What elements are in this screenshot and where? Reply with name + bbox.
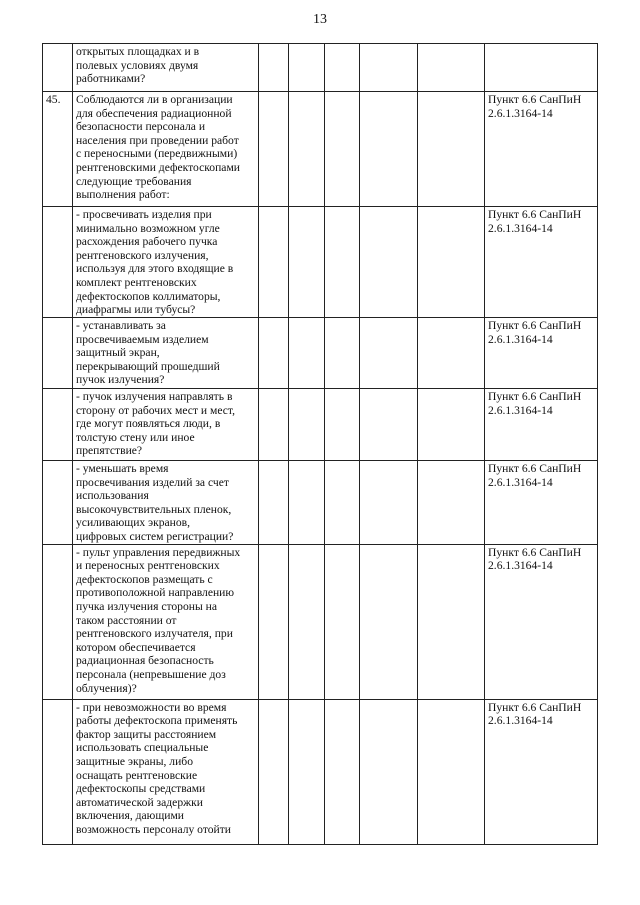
question-cell xyxy=(73,92,259,207)
question-cell xyxy=(73,44,259,92)
answer-cell[interactable] xyxy=(259,207,289,318)
question-cell xyxy=(73,461,259,545)
table-row xyxy=(43,207,598,318)
question-cell xyxy=(73,544,259,699)
reference-text: Пункт 6.6 СанПиН 2.6.1.3164-14 xyxy=(488,319,582,346)
question-text: - при невозможности во время работы дефектоскопа применять фактор защиты расстоянием использовать специальные защитные экраны, либо оснащать рентгеновские дефектоскопы средствами автоматической задержки включения, дающими возможность персоналу отойти xyxy=(76,700,238,836)
item-number xyxy=(43,389,73,461)
answer-cell[interactable] xyxy=(418,389,485,461)
answer-cell[interactable] xyxy=(360,44,418,92)
answer-cell[interactable] xyxy=(418,318,485,389)
reference-cell xyxy=(485,389,598,461)
answer-cell[interactable] xyxy=(289,44,325,92)
answer-cell[interactable] xyxy=(259,699,289,844)
answer-cell[interactable] xyxy=(418,44,485,92)
item-number xyxy=(43,44,73,92)
question-cell xyxy=(73,318,259,389)
answer-cell[interactable] xyxy=(289,699,325,844)
answer-cell[interactable] xyxy=(259,544,289,699)
table-row xyxy=(43,544,598,699)
answer-cell[interactable] xyxy=(360,544,418,699)
question-text: - просвечивать изделия при минимально возможном угле расхождения рабочего пучка рентгеновского излучения, используя для этого входящие в комплект рентгеновских дефектоскопов коллиматоры, диафрагмы или тубусы? xyxy=(76,208,234,317)
answer-cell[interactable] xyxy=(360,318,418,389)
checklist-table xyxy=(42,43,598,845)
question-cell xyxy=(73,207,259,318)
reference-text: Пункт 6.6 СанПиН 2.6.1.3164-14 xyxy=(488,700,582,728)
reference-cell xyxy=(485,318,598,389)
reference-cell xyxy=(485,544,598,699)
item-number xyxy=(43,544,73,699)
item-number xyxy=(43,318,73,389)
answer-cell[interactable] xyxy=(360,389,418,461)
answer-cell[interactable] xyxy=(289,461,325,545)
table-row xyxy=(43,318,598,389)
table-row xyxy=(43,44,598,92)
question-text: - пульт управления передвижных и переносных рентгеновских дефектоскопов размещать с противоположной направлению пучка излучения стороны на таком расстоянии от рентгеновского излучателя, при котором обеспечивается радиационная безопасность персонала (непревышение доз облучения)? xyxy=(76,545,241,695)
item-number xyxy=(43,207,73,318)
reference-text: Пункт 6.6 СанПиН 2.6.1.3164-14 xyxy=(488,390,582,417)
answer-cell[interactable] xyxy=(360,207,418,318)
reference-cell xyxy=(485,461,598,545)
answer-cell[interactable] xyxy=(259,389,289,461)
question-text: открытых площадках и в полевых условиях двумя работниками? xyxy=(76,45,200,86)
reference-cell xyxy=(485,699,598,844)
question-text: - уменьшать время просвечивания изделий за счет использования высокочувствительных пленок, усиливающих экранов, цифровых систем регистрации? xyxy=(76,462,234,543)
answer-cell[interactable] xyxy=(289,389,325,461)
answer-cell[interactable] xyxy=(325,699,360,844)
answer-cell[interactable] xyxy=(360,461,418,545)
answer-cell[interactable] xyxy=(289,207,325,318)
reference-cell xyxy=(485,44,598,92)
answer-cell[interactable] xyxy=(259,44,289,92)
answer-cell[interactable] xyxy=(418,699,485,844)
reference-cell xyxy=(485,92,598,207)
answer-cell[interactable] xyxy=(325,318,360,389)
answer-cell[interactable] xyxy=(325,461,360,545)
answer-cell[interactable] xyxy=(325,389,360,461)
answer-cell[interactable] xyxy=(289,318,325,389)
reference-cell xyxy=(485,207,598,318)
question-cell xyxy=(73,699,259,844)
reference-text: Пункт 6.6 СанПиН 2.6.1.3164-14 xyxy=(488,545,582,573)
table-row xyxy=(43,389,598,461)
answer-cell[interactable] xyxy=(289,544,325,699)
answer-cell[interactable] xyxy=(418,92,485,207)
answer-cell[interactable] xyxy=(325,544,360,699)
answer-cell[interactable] xyxy=(325,207,360,318)
question-cell xyxy=(73,389,259,461)
reference-text: Пункт 6.6 СанПиН 2.6.1.3164-14 xyxy=(488,462,582,489)
question-text: Соблюдаются ли в организации для обеспечения радиационной безопасности персонала и населения при проведении работ с переносными (передвижными) рентгеновскими дефектоскопами следующие требования выполнения работ: xyxy=(76,93,240,202)
answer-cell[interactable] xyxy=(259,461,289,545)
table-row xyxy=(43,92,598,207)
answer-cell[interactable] xyxy=(418,544,485,699)
answer-cell[interactable] xyxy=(418,207,485,318)
page-number: 13 xyxy=(313,12,327,27)
answer-cell[interactable] xyxy=(289,92,325,207)
answer-cell[interactable] xyxy=(259,92,289,207)
answer-cell[interactable] xyxy=(360,92,418,207)
item-number xyxy=(43,461,73,545)
table-row xyxy=(43,699,598,844)
reference-text: Пункт 6.6 СанПиН 2.6.1.3164-14 xyxy=(488,93,582,120)
answer-cell[interactable] xyxy=(360,699,418,844)
item-number: 45. xyxy=(43,92,73,207)
item-number xyxy=(43,699,73,844)
answer-cell[interactable] xyxy=(259,318,289,389)
table-row xyxy=(43,461,598,545)
question-text: - пучок излучения направлять в сторону от рабочих мест и мест, где могут появляться люди, в толстую стену или иное препятствие? xyxy=(76,390,236,458)
reference-text: Пункт 6.6 СанПиН 2.6.1.3164-14 xyxy=(488,208,582,235)
answer-cell[interactable] xyxy=(325,92,360,207)
question-text: - устанавливать за просвечиваемым изделием защитный экран, перекрывающий прошедший пучок излучения? xyxy=(76,319,220,387)
answer-cell[interactable] xyxy=(325,44,360,92)
answer-cell[interactable] xyxy=(418,461,485,545)
